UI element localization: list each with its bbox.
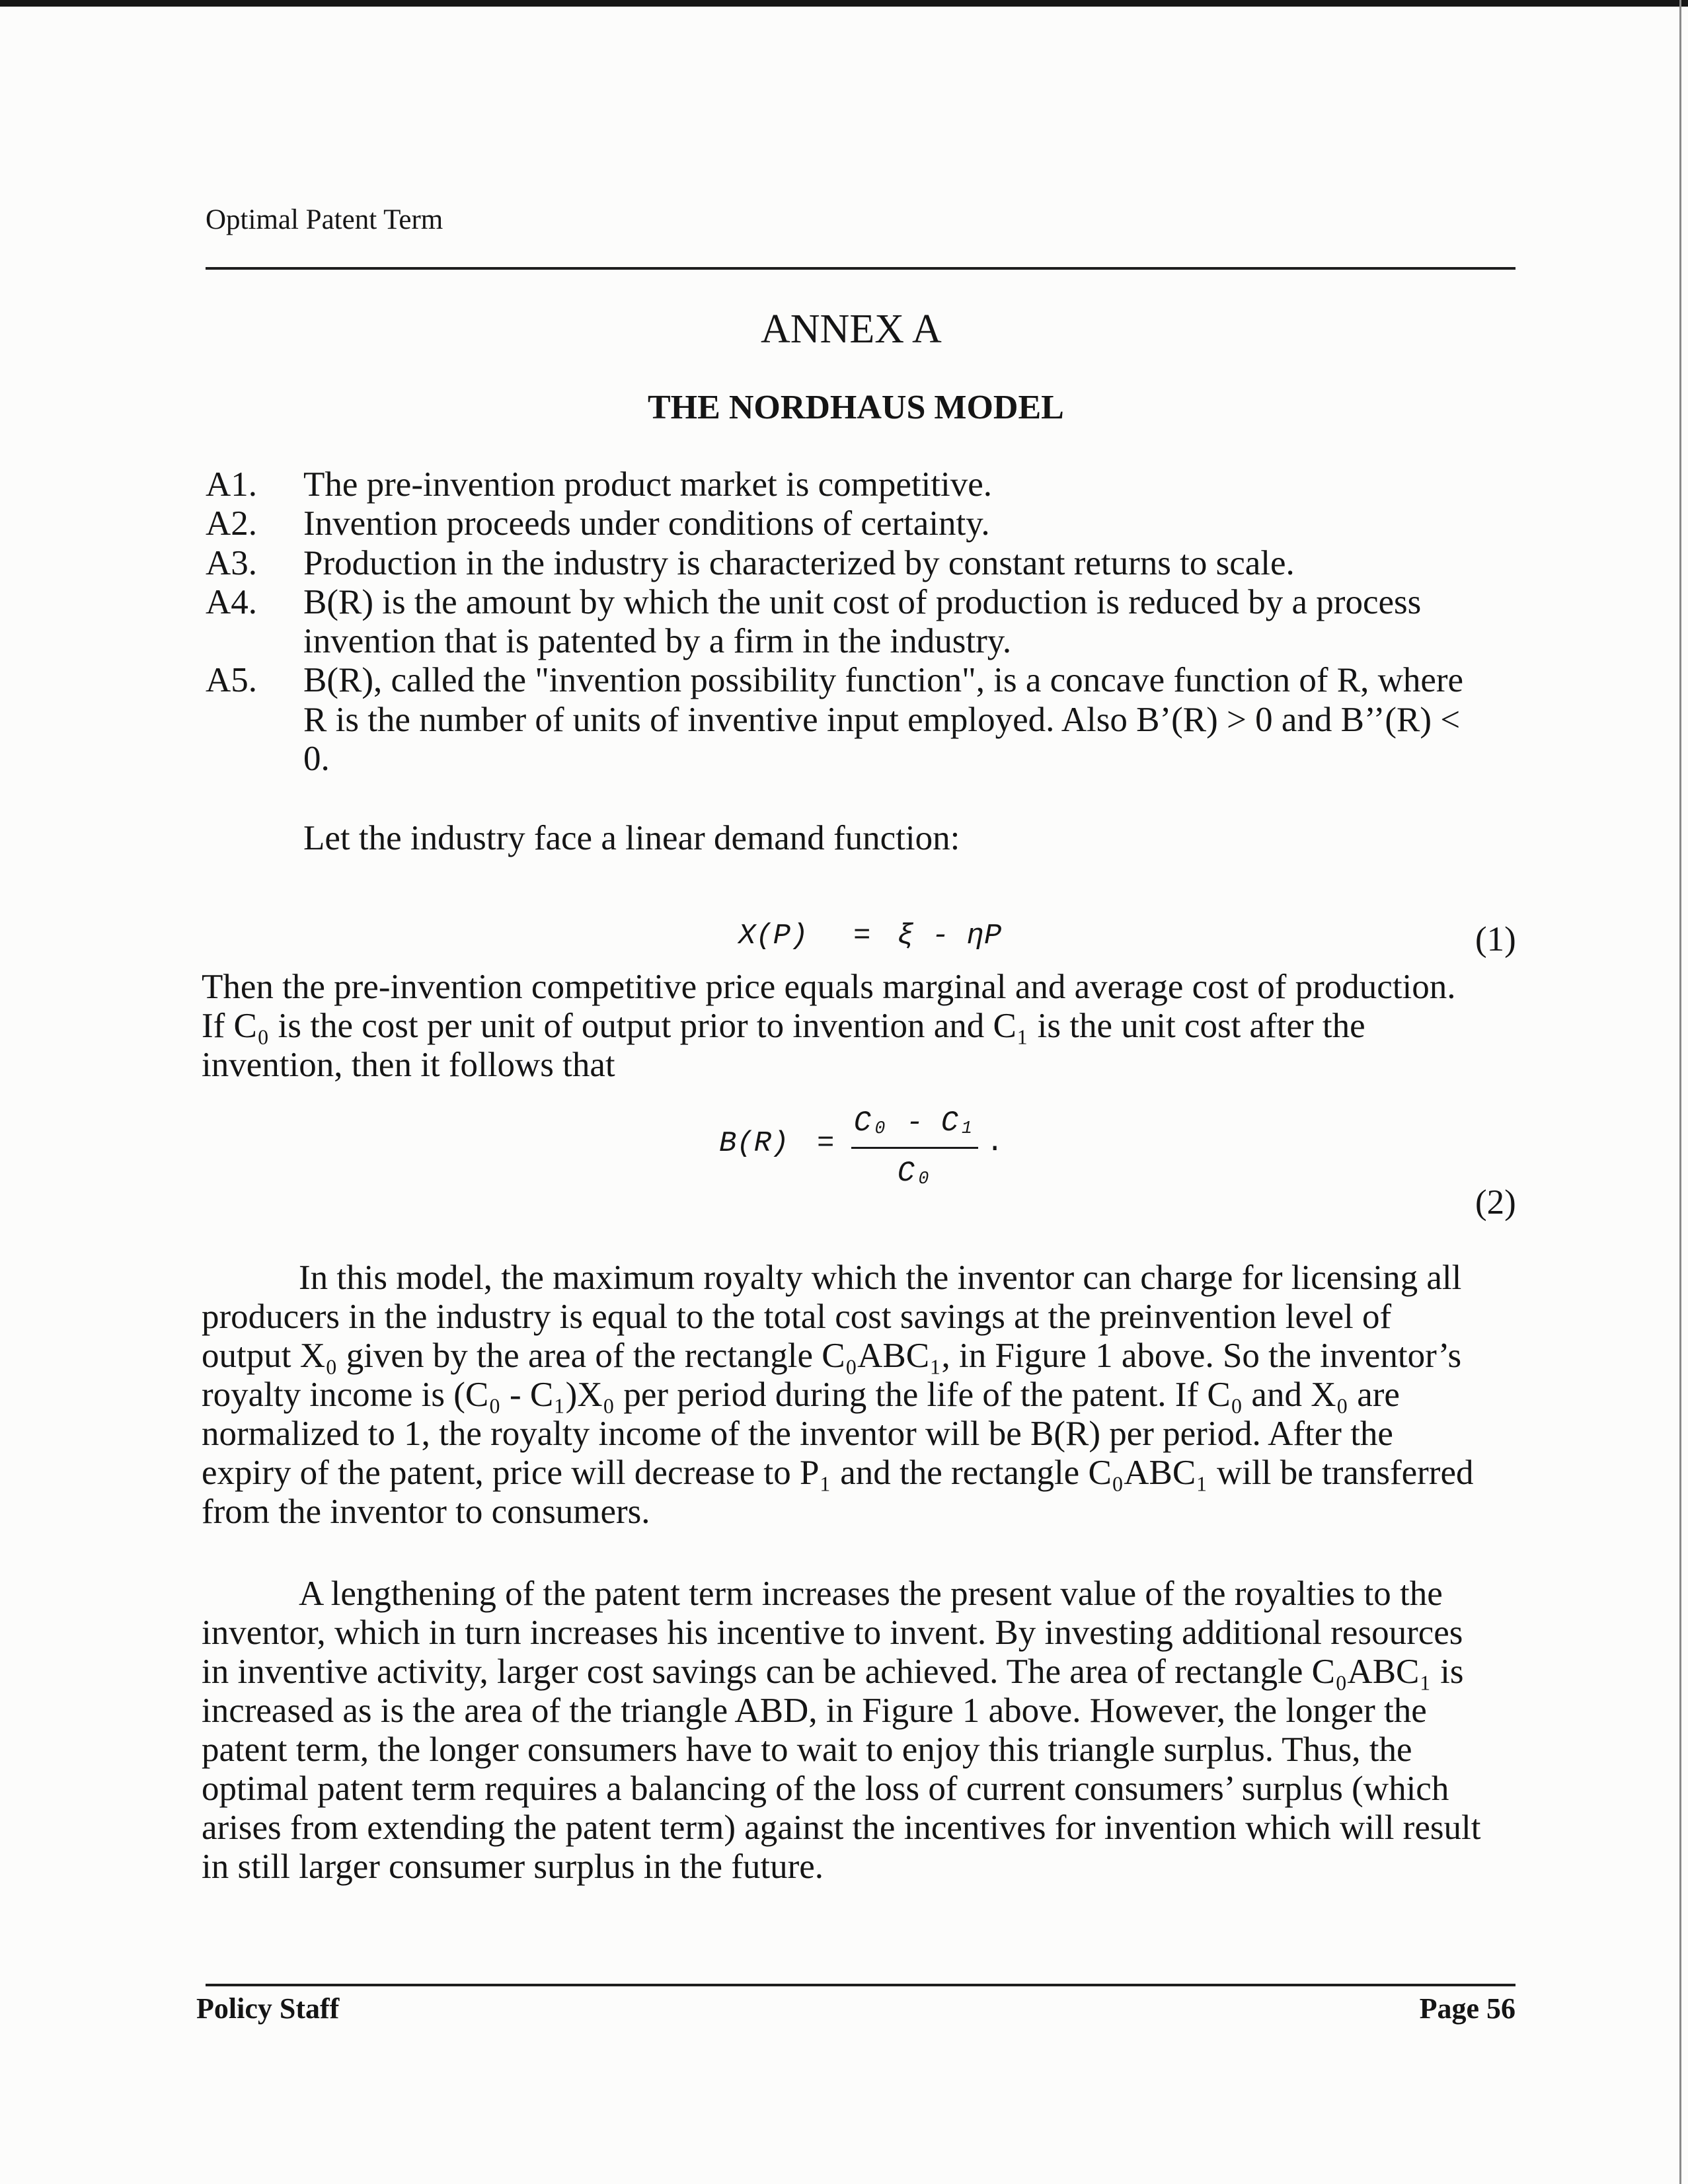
paragraph-line: in inventive activity, larger cost savings can be achieved. The area of rectangle C₀ABC₁ is [202,1653,1464,1691]
intro-sentence: Let the industry face a linear demand function: [303,819,960,857]
assumption-line: 0. [303,740,330,779]
paragraph-line: Then the pre-invention competitive price equals marginal and average cost of production. [202,968,1456,1006]
assumption-text [303,465,992,504]
assumption-a1 [206,465,1463,504]
paragraph-4 [202,1575,1480,1887]
paragraph-line: arises from extending the patent term) against the incentives for invention which will result [202,1809,1481,1847]
equation-2-equals: = [817,1127,835,1160]
assumption-a3 [206,544,1463,583]
equation-2-period: . [986,1126,1004,1159]
assumption-line: Production in the industry is characterized by constant returns to scale. [303,543,1295,582]
assumption-line: B(R), called the "invention possibility function", is a concave function of R, where [303,661,1464,700]
paragraph-line: patent term, the longer consumers have to wait to enjoy this triangle surplus. Thus, the [202,1731,1412,1769]
assumption-label: A4. [206,582,258,621]
paragraph-line: expiry of the patent, price will decrease to P₁ and the rectangle C₀ABC₁ will be transferred [202,1454,1474,1492]
assumption-label: A5. [206,661,258,700]
paragraph-line: normalized to 1, the royalty income of the inventor will be B(R) per period. After the [202,1415,1393,1453]
assumption-label: A1. [206,465,258,504]
paragraph-line: royalty income is (C₀ - C₁)X₀ per period during the life of the patent. If C₀ and X₀ are [202,1376,1400,1414]
assumption-a4 [206,583,1463,662]
paragraph-line: optimal patent term requires a balancing of the loss of current consumers’ surplus (which [202,1770,1449,1808]
paragraph-line: producers in the industry is equal to the total cost savings at the preinvention level of [202,1298,1392,1336]
assumption-a5 [206,661,1463,779]
assumption-text [303,504,990,543]
paragraph-line: If C₀ is the cost per unit of output prior to invention and C₁ is the unit cost after the [202,1007,1365,1045]
assumption-label: A3. [206,543,258,582]
paragraph-line: invention, then it follows that [202,1046,615,1084]
equation-2-fraction [851,1104,978,1192]
paragraph-line: from the inventor to consumers. [202,1493,650,1531]
annex-subtitle: THE NORDHAUS MODEL [648,389,1064,426]
assumption-text [303,661,1463,779]
equation-1-rhs: ξ - ηP [897,919,1002,953]
assumption-text [303,544,1295,583]
paragraph-line: output X₀ given by the area of the rectangle C₀ABC₁, in Figure 1 above. So the inventor’s [202,1337,1462,1375]
fraction-bar [851,1147,978,1149]
assumption-a2 [206,504,1463,543]
paragraph-2 [202,968,1456,1085]
scan-border-right [1679,0,1681,2184]
paragraph-line: In this model, the maximum royalty which the inventor can charge for licensing all [299,1259,1462,1297]
assumption-label: A2. [206,504,258,543]
footer-department: Policy Staff [196,1992,340,2025]
footer-rule [206,1984,1515,1986]
equation-2-numerator: C₀ - C₁ [853,1107,976,1140]
equation-1-lhs: X(P) [738,919,808,953]
equation-2-denominator: C₀ [897,1157,933,1190]
page-number: Page 56 [1419,1992,1515,2025]
header-rule [206,267,1515,270]
annex-title: ANNEX A [761,307,942,352]
equation-1-number: (1) [1475,920,1516,958]
assumption-line: The pre-invention product market is competitive. [303,465,993,504]
assumption-line: Invention proceeds under conditions of certainty. [303,504,990,543]
paragraph-line: increased as is the area of the triangle ABD, in Figure 1 above. However, the longer the [202,1692,1427,1730]
assumption-text [303,583,1421,662]
assumption-line: R is the number of units of inventive input employed. Also B’(R) > 0 and B’’(R) < [303,700,1461,739]
paragraph-line: in still larger consumer surplus in the future. [202,1848,824,1886]
equation-2-lhs: B(R) [719,1127,789,1160]
paragraph-line: inventor, which in turn increases his incentive to invent. By investing additional resources [202,1614,1463,1652]
equation-1-equals: = [853,919,871,953]
assumption-line: invention that is patented by a firm in the industry. [303,622,1012,661]
assumption-line: B(R) is the amount by which the unit cost of production is reduced by a process [303,582,1422,621]
equation-2-number: (2) [1475,1183,1516,1222]
assumptions-list [206,465,1463,779]
paragraph-line: A lengthening of the patent term increases the present value of the royalties to the [299,1575,1443,1613]
running-header-title: Optimal Patent Term [206,204,443,235]
paragraph-3 [202,1259,1474,1532]
scan-border-top [0,0,1688,7]
